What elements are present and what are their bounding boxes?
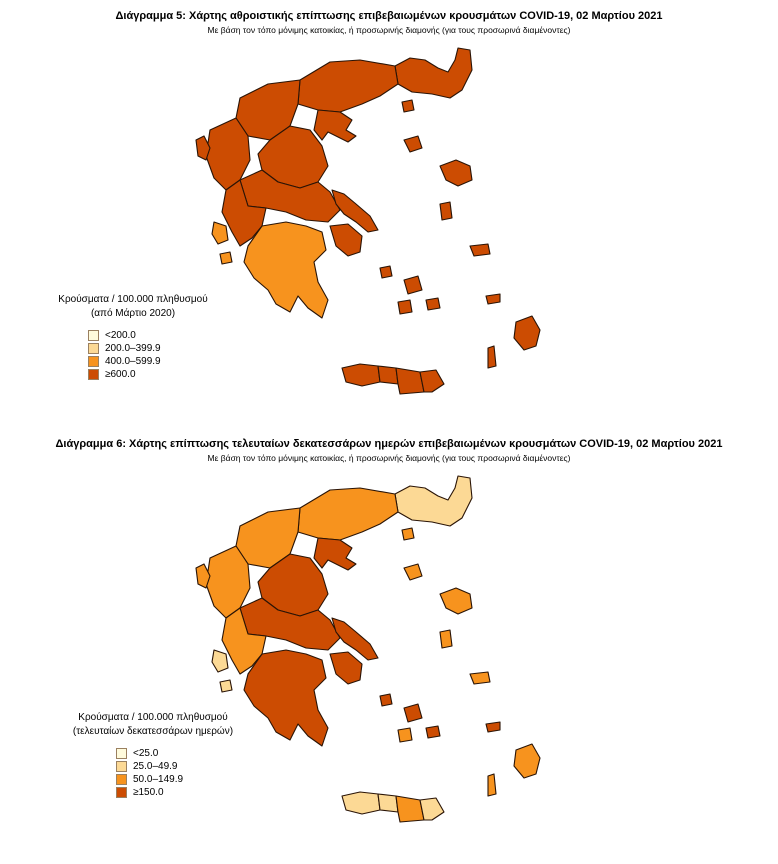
legend-swatch [88,343,99,354]
legend-label: 200.0–399.9 [105,343,161,354]
region-crete-rethymno [378,794,398,812]
legend-item [116,760,268,773]
legend-item [88,355,228,368]
region-cyclades-a [380,266,392,278]
legend-swatch [88,356,99,367]
legend-swatch [116,787,127,798]
region-cyclades-c [398,728,412,742]
legend-label: 25.0–49.9 [133,761,178,772]
legend-item [88,368,228,381]
region-rhodes [514,744,540,778]
legend-title-line-1: Κρούσματα / 100.000 πληθυσμού [58,294,208,305]
region-cyclades-c [398,300,412,314]
legend-swatch [116,748,127,759]
legend-item [88,342,228,355]
map-subtitle: Με βάση τον τόπο μόνιμης κατοικίας, ή προσωρινής διαμονής (για τους προσωρινά διαμένοντες) [207,25,571,35]
region-lesvos [440,588,472,614]
legend-label: <200.0 [105,330,136,341]
region-chios [440,202,452,220]
legend-swatch [116,761,127,772]
region-central-macedonia [298,60,398,112]
map-title: Διάγραμμα 5: Χάρτης αθροιστικής επίπτωσης επιβεβαιωμένων κρουσμάτων COVID-19, 02 Μαρτίου 2021 [115,10,663,22]
region-kefalonia [212,222,228,244]
region-zakynthos [220,252,232,264]
region-kefalonia [212,650,228,672]
region-attica [330,224,362,256]
region-thrace [395,48,472,98]
legend-swatch [88,369,99,380]
region-cyclades-a [380,694,392,706]
region-kos [486,722,500,732]
map-legend [38,293,228,381]
legend-swatch [116,774,127,785]
region-karpathos [488,774,496,796]
legend-label: 400.0–599.9 [105,356,161,367]
legend-label: ≥150.0 [133,787,164,798]
region-limnos [404,136,422,152]
region-karpathos [488,346,496,368]
region-thasos [402,528,414,540]
region-central-macedonia [298,488,398,540]
legend-item [116,786,268,799]
region-cyclades-b [404,276,422,294]
region-thrace [395,476,472,526]
region-crete-rethymno [378,366,398,384]
region-kos [486,294,500,304]
region-crete-lasithi [420,370,444,392]
legend-item [116,773,268,786]
legend-item [116,747,268,760]
map-title: Διάγραμμα 6: Χάρτης επίπτωσης τελευταίων δεκατεσσάρων ημερών επιβεβαιωμένων κρουσμάτων COVID-19, 02 Μαρτίου 2021 [55,438,723,450]
map-subtitle: Με βάση τον τόπο μόνιμης κατοικίας, ή προσωρινής διαμονής (για τους προσωρινά διαμένοντες) [207,453,571,463]
legend-label: 50.0–149.9 [133,774,184,785]
region-limnos [404,564,422,580]
map-panel-14-day [0,428,778,864]
region-halkidiki [314,110,356,142]
region-rhodes [514,316,540,350]
region-cyclades-b [404,704,422,722]
map-legend [38,711,268,799]
region-samos [470,244,490,256]
legend-label: <25.0 [133,748,159,759]
region-crete-lasithi [420,798,444,820]
region-crete-chania [342,792,380,814]
legend-swatch [88,330,99,341]
region-attica [330,652,362,684]
region-halkidiki [314,538,356,570]
map-panel-cumulative [0,0,778,420]
region-chios [440,630,452,648]
region-lesvos [440,160,472,186]
legend-title-line-1: Κρούσματα / 100.000 πληθυσμού [78,712,228,723]
legend-item [88,329,228,342]
region-thasos [402,100,414,112]
region-cyclades-d [426,726,440,738]
region-peloponnese [244,222,328,318]
region-cyclades-d [426,298,440,310]
legend-title-line-2: (τελευταίων δεκατεσσάρων ημερών) [72,726,234,737]
region-zakynthos [220,680,232,692]
region-samos [470,672,490,684]
legend-label: ≥600.0 [105,369,136,380]
legend-title-line-2: (από Μάρτιο 2020) [90,308,176,319]
region-crete-chania [342,364,380,386]
